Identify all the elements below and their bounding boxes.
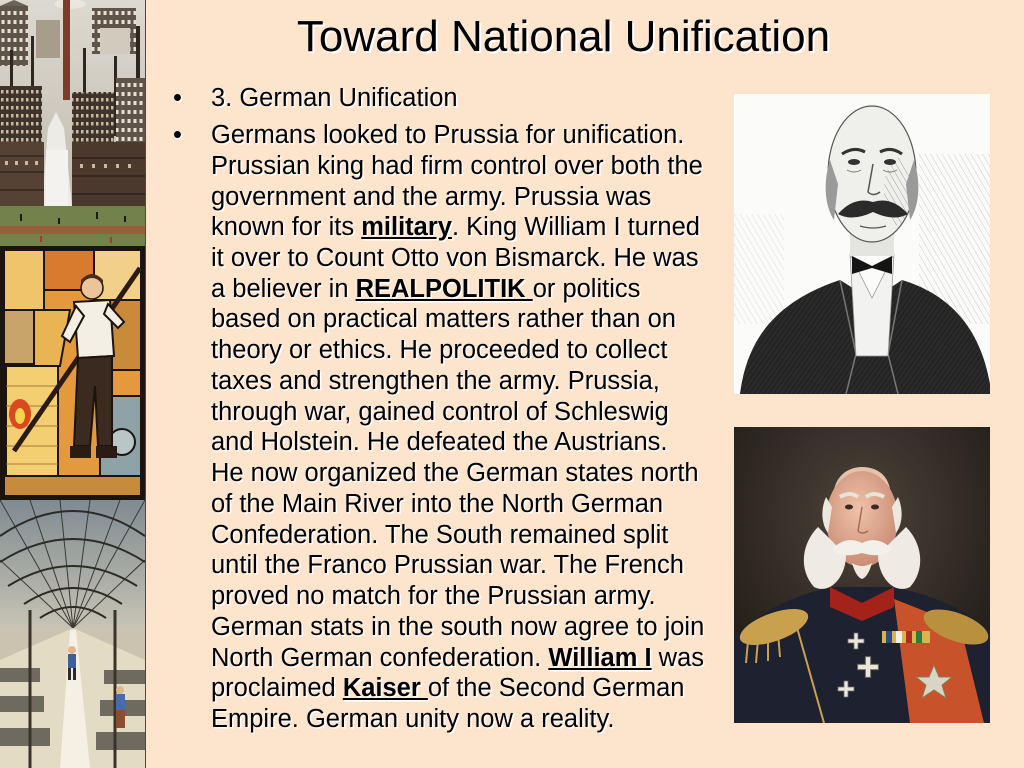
text-line bbox=[211, 182, 718, 213]
key-term: Kaiser bbox=[342, 674, 428, 703]
slide-title: Toward National Unification bbox=[296, 12, 831, 61]
text-segment: North German confederation. bbox=[211, 643, 549, 672]
text-line bbox=[211, 151, 718, 182]
text-line bbox=[211, 489, 718, 520]
text-segment: Empire. German unity now a reality. bbox=[211, 704, 615, 733]
text-segment: of the Second German bbox=[427, 674, 685, 703]
text-segment: known for its bbox=[211, 213, 362, 242]
text-line bbox=[211, 120, 718, 151]
text-segment: 3. German Unification bbox=[211, 84, 458, 112]
text-line bbox=[211, 612, 718, 643]
text-line bbox=[211, 427, 718, 458]
text-segment: based on practical matters rather than on bbox=[211, 305, 676, 334]
stained-glass-image bbox=[0, 246, 145, 500]
text-segment: He now organized the German states north bbox=[211, 459, 699, 488]
text-segment: . King William I turned bbox=[451, 213, 700, 242]
bullet-text bbox=[211, 120, 718, 735]
text-segment: or politics bbox=[532, 274, 641, 303]
text-segment: Germans looked to Prussia for unification. bbox=[211, 121, 685, 150]
text-line bbox=[211, 304, 718, 335]
text-line bbox=[211, 366, 718, 397]
text-line bbox=[211, 243, 718, 274]
bullet-text bbox=[211, 83, 718, 114]
text-segment: was bbox=[651, 643, 704, 672]
text-segment: German stats in the south now agree to join bbox=[211, 612, 705, 641]
factory-interior-painting bbox=[0, 500, 145, 768]
william-i-portrait bbox=[734, 427, 990, 723]
bismarck-portrait bbox=[734, 94, 990, 394]
text-line bbox=[211, 274, 718, 305]
text-segment: proclaimed bbox=[211, 674, 343, 703]
bullet-symbol: • bbox=[173, 121, 182, 150]
left-image-strip bbox=[0, 0, 146, 768]
key-term: military bbox=[361, 213, 452, 242]
factory-interior-image bbox=[0, 500, 145, 768]
text-segment: taxes and strengthen the army. Prussia, bbox=[211, 366, 660, 395]
text-segment: Confederation. The South remained split bbox=[211, 520, 669, 549]
text-segment: of the Main River into the North German bbox=[211, 489, 664, 518]
text-segment: until the Franco Prussian war. The French bbox=[211, 551, 684, 580]
text-line bbox=[211, 83, 718, 114]
industrial-town-painting bbox=[0, 0, 145, 246]
key-term: REALPOLITIK bbox=[355, 274, 533, 303]
bullet-symbol: • bbox=[173, 84, 182, 112]
text-segment: Prussian king had firm control over both the bbox=[211, 151, 703, 180]
text-segment: government and the army. Prussia was bbox=[211, 182, 652, 211]
text-line bbox=[211, 520, 718, 551]
text-segment: and Holstein. He defeated the Austrians. bbox=[211, 428, 668, 457]
text-line bbox=[211, 335, 718, 366]
text-segment: through war, gained control of Schleswig bbox=[211, 397, 669, 426]
text-segment: a believer in bbox=[211, 274, 356, 303]
key-term: William I bbox=[548, 643, 652, 672]
bullet-list bbox=[173, 83, 718, 735]
bullet-item bbox=[173, 83, 718, 114]
text-line bbox=[211, 212, 718, 243]
text-line bbox=[211, 704, 718, 735]
bullet-item bbox=[173, 120, 718, 735]
text-line bbox=[211, 673, 718, 704]
text-line bbox=[211, 643, 718, 674]
text-line bbox=[211, 550, 718, 581]
text-segment: it over to Count Otto von Bismarck. He was bbox=[211, 243, 699, 272]
text-line bbox=[211, 397, 718, 428]
text-line bbox=[211, 581, 718, 612]
stained-glass-worker-panel bbox=[0, 246, 145, 500]
william-i-painting-image bbox=[734, 427, 990, 723]
bismarck-engraving-image bbox=[734, 94, 990, 394]
text-segment: theory or ethics. He proceeded to collect bbox=[211, 336, 668, 365]
text-segment: proved no match for the Prussian army. bbox=[211, 582, 656, 611]
industrial-town-image bbox=[0, 0, 145, 246]
text-line bbox=[211, 458, 718, 489]
